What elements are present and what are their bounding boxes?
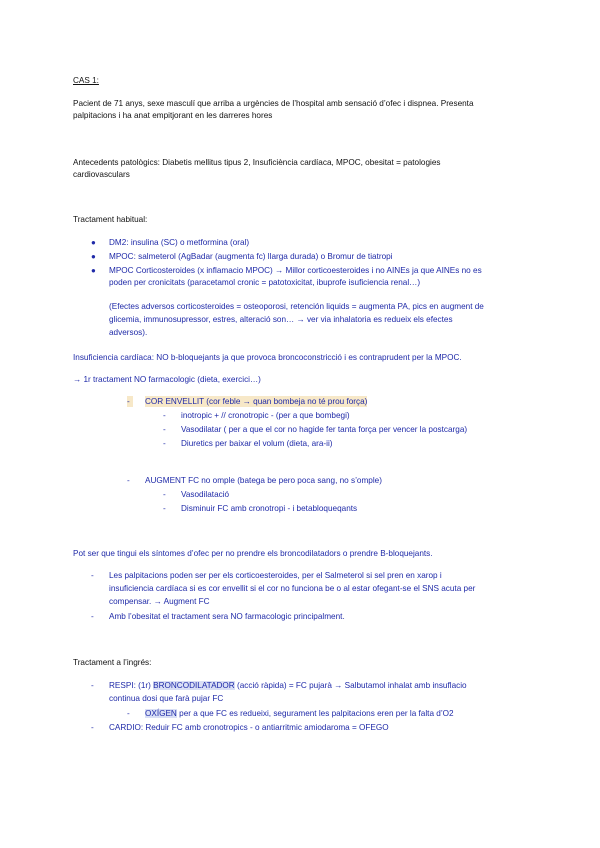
discussion-bullet-1-line-1: Les palpitacions poden ser per els corticoesteroides, per el Salmeterol si sel pren en xarop i [109, 571, 442, 580]
sub-item-2: Vasodilatar ( per a que el cor no hagide fer tanta força per vencer la postcarga) [181, 425, 468, 434]
respi-prefix: RESPI: (1r) [109, 681, 154, 690]
dash-marker: - [163, 490, 166, 499]
dash-marker: - [163, 411, 166, 420]
habitual-item-1: DM2: insulina (SC) o metformina (oral) [109, 238, 250, 247]
cardio-line: CARDIO: Reduir FC amb cronotropics - o antiarritmic amiodaroma = OFEGO [109, 723, 389, 732]
dash-marker: - [127, 709, 130, 718]
sub-item-1: inotropic + // cronotropic - (per a que bombegi) [181, 411, 350, 420]
discussion-bullet-2: Amb l’obesitat el tractament sera NO farmacologic principalment. [109, 612, 345, 621]
bullet-dot: ● [91, 266, 96, 275]
sub-item-4: Vasodilatació [181, 490, 230, 499]
dash-marker: - [127, 396, 133, 407]
discussion-bullet-1-line-2: insuficiencia cardíaca si es cor envellit si el cor no funciona be o al estar ofegant-se el SNS acuta per [109, 584, 476, 593]
bullet-dot: ● [91, 252, 96, 261]
habitual-item-3-line-2: poden per cronicitats (paracetamol cronic = patotoxicitat, ibuprofe isuficiencia renal…) [109, 278, 421, 287]
dash-marker: - [91, 612, 94, 621]
oxigen-highlight: OXÍGEN [145, 709, 177, 718]
discussion-bullet-1-line-3: compensar. → Augment FC [109, 597, 210, 606]
dash-marker: - [127, 476, 130, 485]
respi-line-1 [109, 680, 467, 691]
discussion-line: Pot ser que tingui els síntomes d’ofec per no prendre els broncodilatadors o prendre B-bloquejants. [73, 549, 433, 558]
antecedents-line-1: Antecedents patològics: Diabetis mellitus tipus 2, Insuficiència cardíaca, MPOC, obesitat = patologies [73, 158, 441, 167]
habitual-item-3-line-1: MPOC Corticosteroides (x inflamacio MPOC) → Millor corticoesteroides i no AINEs ja que AINEs no es [109, 266, 482, 275]
dash-marker: - [91, 723, 94, 732]
effects-line-3: adversos). [109, 328, 148, 337]
broncodilatador-highlight: BRONCODILATADOR [153, 681, 235, 690]
cor-envellit-line: COR ENVELLIT (cor feble → quan bombeja no té prou força) [145, 397, 368, 406]
effects-line-2: glicemia, immunosupressor, estres, alteració son… → ver via inhalatoria es redueix els efectes [109, 315, 453, 324]
dash-marker: - [163, 439, 166, 448]
oxigen-suffix: per a que FC es redueixi, segurament les palpitacions eren per la falta d’O2 [176, 709, 454, 718]
respi-line-2: continua dosi que farà pujar FC [109, 694, 224, 703]
dash-marker: - [91, 571, 94, 580]
habitual-heading: Tractament habitual: [73, 215, 148, 224]
ingres-heading: Tractament a l’ingrés: [73, 658, 152, 667]
dash-marker: - [163, 425, 166, 434]
intro-line-2: palpitacions i ha anat empitjorant en les darreres hores [73, 111, 273, 120]
effects-line-1: (Efectes adversos corticosteroides = osteoporosi, retención liquids = augmenta PA, pics en augment de [109, 302, 484, 311]
habitual-item-2: MPOC: salmeterol (AgBadar (augmenta fc) llarga durada) o Bromur de tiatropi [109, 252, 393, 261]
intro-line-1: Pacient de 71 anys, sexe masculí que arriba a urgències de l’hospital amb sensació d’ofec i dispnea. Presenta [73, 99, 474, 108]
respi-suffix: (acció ràpida) = FC pujarà → Salbutamol inhalat amb insuflacio [234, 681, 467, 690]
antecedents-line-2: cardiovasculars [73, 170, 130, 179]
bullet-dot: ● [91, 238, 96, 247]
first-treatment-line: → 1r tractament NO farmacologic (dieta, exercici…) [73, 375, 261, 384]
sub-item-3: Diuretics per baixar el volum (dieta, ara-ii) [181, 439, 333, 448]
dash-marker: - [163, 504, 166, 513]
oxigen-line [145, 708, 454, 719]
ic-line: Insuficiencia cardíaca: NO b-bloquejants ja que provoca broncoconstricció i es contraprudent per la MPOC. [73, 353, 462, 362]
page-title: CAS 1: [73, 76, 99, 85]
dash-marker: - [91, 681, 94, 690]
augment-line: AUGMENT FC no omple (batega be pero poca sang, no s’omple) [145, 476, 382, 485]
sub-item-5: Disminuir FC amb cronotropi - i betabloqueqants [181, 504, 358, 513]
